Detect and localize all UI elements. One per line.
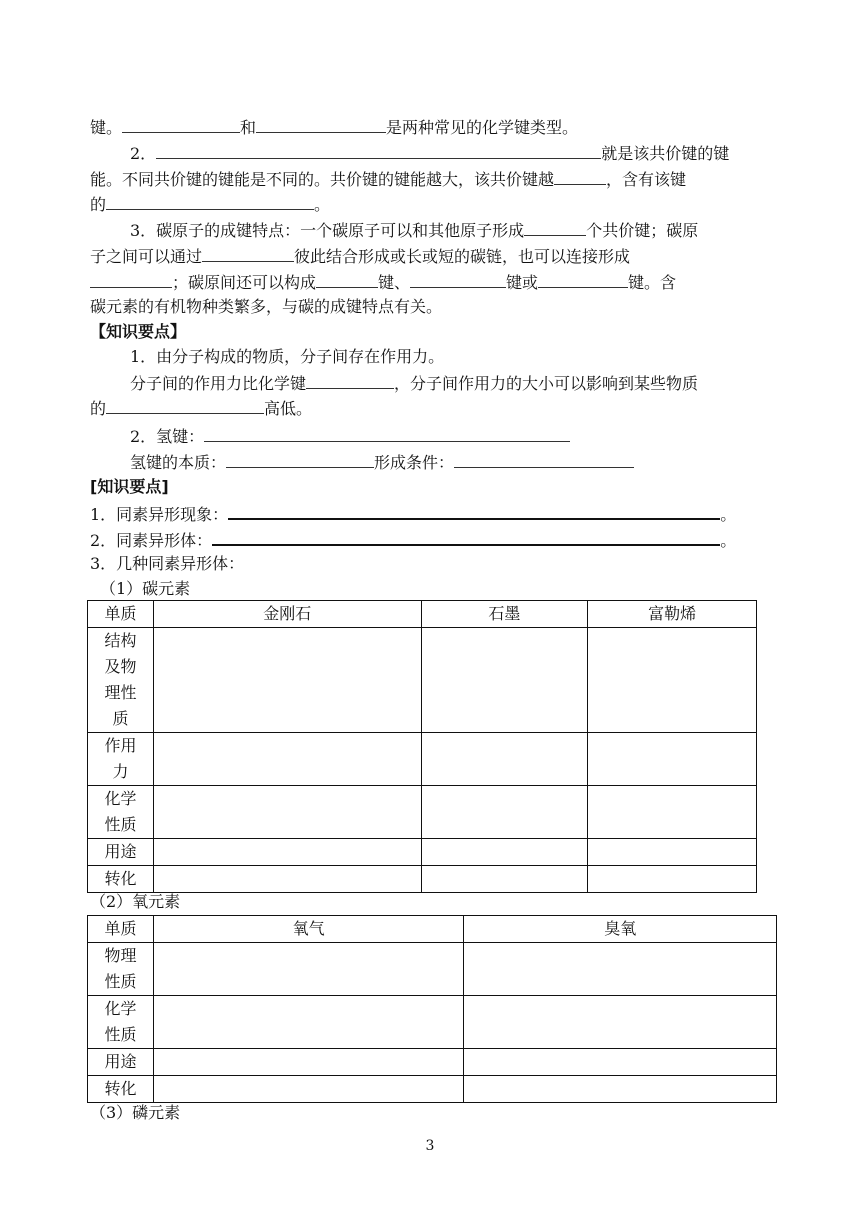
fill-blank[interactable]: [90, 271, 172, 288]
row-label: 转化: [88, 866, 154, 893]
text: 【知识要点】: [90, 322, 187, 341]
page-number: 3: [425, 1138, 435, 1154]
row-label: 物理 性质: [88, 943, 154, 996]
text-line: [90, 271, 676, 293]
text: 和: [240, 118, 257, 137]
table-row: [88, 628, 757, 733]
text-line: [90, 193, 330, 215]
text: ；碳原间还可以构成: [172, 273, 317, 292]
table-cell[interactable]: [421, 628, 588, 733]
table-header: 金刚石: [153, 601, 421, 628]
text-line: [130, 142, 729, 164]
table-header: 单质: [88, 916, 154, 943]
text: 个共价键；碳原: [586, 221, 699, 240]
text: 3．碳原子的成键特点：一个碳原子可以和其他原子形成: [130, 221, 525, 240]
table-row: [88, 839, 757, 866]
table-cell[interactable]: [464, 943, 777, 996]
text-line: [90, 296, 442, 318]
fill-blank[interactable]: [316, 271, 378, 288]
row-label: 用途: [88, 839, 154, 866]
table-row: [88, 1076, 777, 1103]
table-caption: [90, 891, 180, 913]
text: 2．氢键：: [130, 427, 205, 446]
table-header: 石墨: [421, 601, 588, 628]
section-heading: [90, 321, 186, 343]
table-cell[interactable]: [588, 628, 757, 733]
fill-blank[interactable]: [554, 168, 606, 185]
text: ，分子间作用力的大小可以影响到某些物质: [394, 374, 699, 393]
text: 的: [90, 195, 107, 214]
row-label: 用途: [88, 1049, 154, 1076]
text: [知识要点]: [90, 477, 169, 496]
table-cell[interactable]: [153, 733, 421, 786]
text: 2．: [130, 144, 157, 163]
text-line: [130, 372, 698, 394]
text: 子之间可以通过: [90, 247, 203, 266]
table-cell[interactable]: [153, 839, 421, 866]
text: 。: [720, 505, 737, 524]
table-cell[interactable]: [153, 996, 464, 1049]
text-line: [130, 425, 570, 447]
table-row: [88, 733, 757, 786]
table-cell[interactable]: [588, 866, 757, 893]
text: 。: [720, 531, 737, 550]
table-header: 富勒烯: [588, 601, 757, 628]
text: 的: [90, 399, 107, 418]
table-cell[interactable]: [153, 1049, 464, 1076]
table-row: [88, 786, 757, 839]
text: 键、: [378, 273, 411, 292]
text: 氢键的本质：: [130, 453, 227, 472]
text: （1）碳元素: [100, 579, 191, 598]
text: 1．同素异形现象：: [90, 505, 229, 524]
table-cell[interactable]: [421, 839, 588, 866]
text: ，含有该键: [606, 170, 687, 189]
fill-blank[interactable]: [306, 372, 394, 389]
fill-blank[interactable]: [454, 451, 634, 468]
table-header: 单质: [88, 601, 154, 628]
text-line: [130, 219, 698, 241]
text: 键。: [90, 118, 123, 137]
row-label: 转化: [88, 1076, 154, 1103]
table-cell[interactable]: [153, 786, 421, 839]
fill-blank[interactable]: [524, 219, 586, 236]
text: 1．由分子构成的物质，分子间存在作用力。: [130, 347, 445, 366]
table-caption: [100, 578, 190, 600]
text-line: [90, 245, 630, 267]
table-cell[interactable]: [464, 1076, 777, 1103]
text: 3．几种同素异形体：: [90, 554, 245, 573]
table-row: [88, 1049, 777, 1076]
text-line: [90, 502, 736, 524]
text: 键或: [506, 273, 539, 292]
fill-blank[interactable]: [202, 245, 294, 262]
text: 。: [314, 195, 331, 214]
text: （3）磷元素: [90, 1103, 181, 1122]
text: 能。不同共价键的键能是不同的。共价键的键能越大，该共价键越: [90, 170, 555, 189]
text-line: [90, 553, 244, 575]
text: 高低。: [264, 399, 313, 418]
text: 键。含: [628, 273, 677, 292]
table-cell[interactable]: [588, 786, 757, 839]
fill-blank[interactable]: [156, 142, 601, 159]
text: 就是该共价键的键: [601, 144, 730, 163]
row-label: 作用 力: [88, 733, 154, 786]
text: 分子间的作用力比化学键: [130, 374, 307, 393]
row-label: 结构 及物 理性 质: [88, 628, 154, 733]
table-row: [88, 943, 777, 996]
text: 2．同素异形体：: [90, 531, 213, 550]
table-cell[interactable]: [464, 996, 777, 1049]
fill-blank[interactable]: [410, 271, 506, 288]
text: 形成条件：: [374, 453, 455, 472]
text: 碳元素的有机物种类繁多，与碳的成键特点有关。: [90, 297, 443, 316]
table-cell[interactable]: [421, 866, 588, 893]
text-line: [90, 528, 736, 550]
table-cell[interactable]: [588, 733, 757, 786]
row-label: 化学 性质: [88, 996, 154, 1049]
fill-blank[interactable]: [212, 528, 720, 546]
table-header-row: [88, 916, 777, 943]
text: 是两种常见的化学键类型。: [386, 118, 579, 137]
fill-blank[interactable]: [538, 271, 628, 288]
text-line: [90, 397, 312, 419]
table-cell[interactable]: [421, 786, 588, 839]
table-cell[interactable]: [421, 733, 588, 786]
carbon-table: [87, 600, 757, 893]
table-cell[interactable]: [153, 866, 421, 893]
table-header: 臭氧: [464, 916, 777, 943]
fill-blank[interactable]: [226, 451, 374, 468]
text-line: [130, 346, 444, 368]
table-row: [88, 996, 777, 1049]
fill-blank[interactable]: [122, 116, 240, 133]
text-line: [130, 451, 634, 473]
fill-blank[interactable]: [106, 193, 314, 210]
table-row: [88, 866, 757, 893]
text-line: [90, 168, 686, 190]
fill-blank[interactable]: [204, 425, 570, 442]
fill-blank[interactable]: [228, 502, 720, 520]
table-cell[interactable]: [153, 943, 464, 996]
row-label: 化学 性质: [88, 786, 154, 839]
text-line: [90, 116, 578, 138]
text: （2）氧元素: [90, 892, 181, 911]
table-header: 氧气: [153, 916, 464, 943]
oxygen-table: [87, 915, 777, 1103]
table-cell[interactable]: [464, 1049, 777, 1076]
fill-blank[interactable]: [106, 397, 264, 414]
text: 彼此结合形成或长或短的碳链，也可以连接形成: [294, 247, 631, 266]
section-heading: [90, 476, 169, 498]
table-cell[interactable]: [153, 1076, 464, 1103]
table-cell[interactable]: [153, 628, 421, 733]
fill-blank[interactable]: [256, 116, 386, 133]
table-header-row: [88, 601, 757, 628]
table-cell[interactable]: [588, 839, 757, 866]
table-caption: [90, 1102, 180, 1124]
